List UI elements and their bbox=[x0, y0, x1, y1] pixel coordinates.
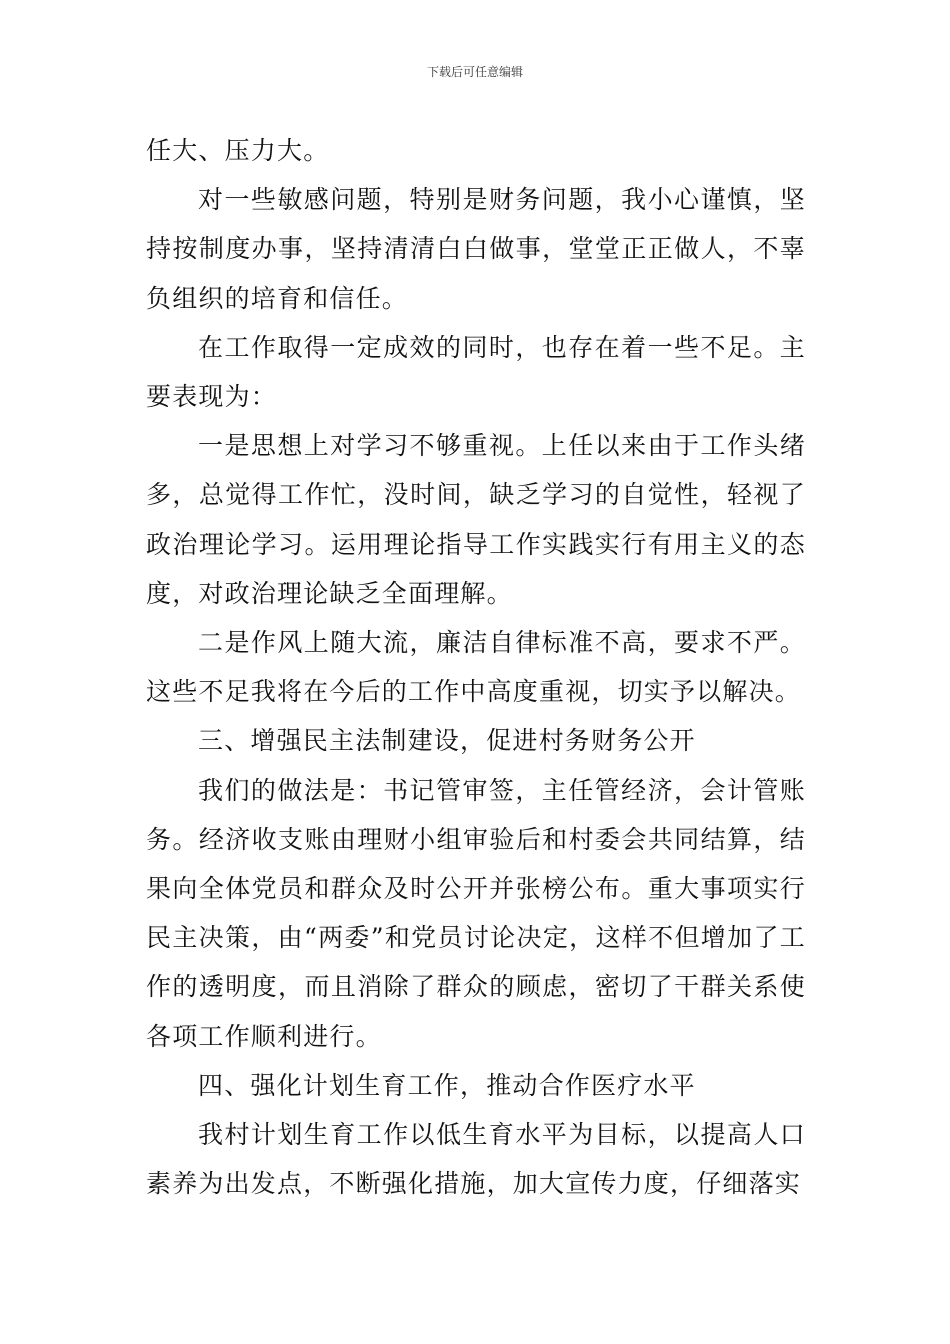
paragraph-shortcoming-style: 二是作风上随大流，廉洁自律标准不高，要求不严。这些不足我将在今后的工作中高度重视，切实予以解决。 bbox=[146, 628, 806, 707]
paragraph-shortcoming-study: 一是思想上对学习不够重视。上任以来由于工作头绪多，总觉得工作忙，没时间，缺乏学习的自觉性，轻视了政治理论学习。运用理论指导工作实践实行有用主义的态度，对政治理论缺乏全面理解。 bbox=[146, 431, 806, 608]
paragraph-family-planning: 我村计划生育工作以低生育水平为目标，以提高人口素养为出发点，不断强化措施，加大宣传力度，仔细落实 bbox=[146, 1120, 806, 1199]
section-heading-family-planning: 四、强化计划生育工作，推动合作医疗水平 bbox=[198, 1070, 696, 1100]
paragraph-finance-caution: 对一些敏感问题，特别是财务问题，我小心谨慎，坚持按制度办事，坚持清清白白做事，堂堂正正做人，不辜负组织的培育和信任。 bbox=[146, 185, 806, 313]
paragraph-continuation: 任大、压力大。 bbox=[146, 136, 330, 165]
document-body bbox=[146, 126, 806, 1208]
paragraph-shortcomings-intro: 在工作取得一定成效的同时，也存在着一些不足。主要表现为： bbox=[146, 332, 806, 412]
page-header-note: 下载后可任意编辑 bbox=[426, 65, 523, 79]
section-heading-democracy: 三、增强民主法制建设，促进村务财务公开 bbox=[198, 726, 696, 756]
paragraph-democracy-practice: 我们的做法是：书记管审签，主任管经济，会计管账务。经济收支账由理财小组审验后和村委会共同结算，结果向全体党员和群众及时公开并张榜公布。重大事项实行民主决策，由“两委”和党员讨论决定，这样不但增加了工作的透明度，而且消除了群众的顾虑，密切了干群关系使各项工作顺利进行。 bbox=[146, 775, 806, 1051]
